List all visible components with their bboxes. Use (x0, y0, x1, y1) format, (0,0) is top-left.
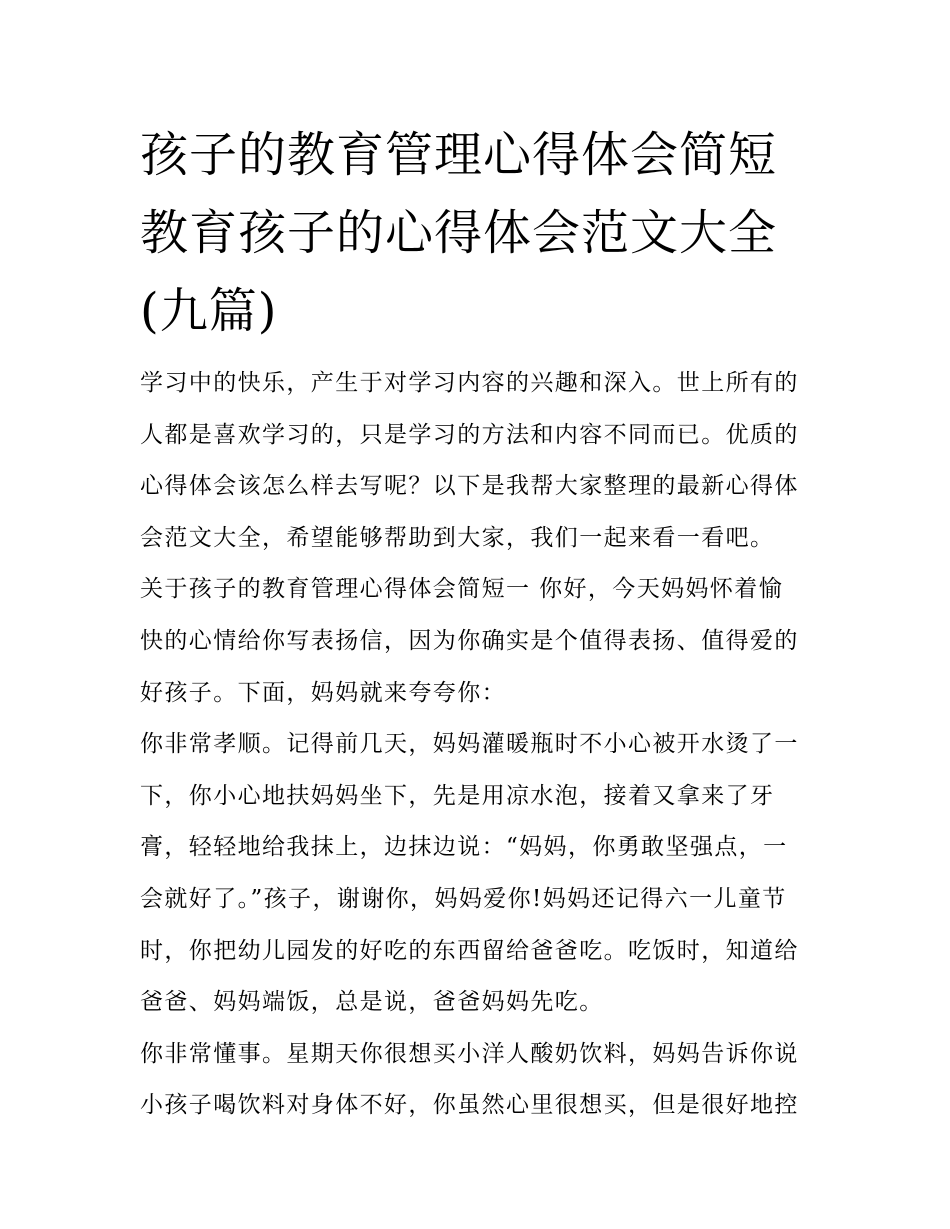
body-line-4: 会范文大全，希望能够帮助到大家，我们一起来看一看吧。 (140, 524, 775, 551)
title-line-1: 孩子的教育管理心得体会简短 (140, 127, 778, 183)
body-line-3: 心得体会该怎么样去写呢？以下是我帮大家整理的最新心得体 (140, 473, 799, 500)
body-line-1: 学习中的快乐，产生于对学习内容的兴趣和深入。世上所有的 (140, 370, 799, 396)
title-line-3: (九篇) (140, 283, 278, 339)
body-line-11: 会就好了。”孩子，谢谢你，妈妈爱你!妈妈还记得六一儿童节 (140, 885, 787, 912)
body-line-7: 好孩子。下面，妈妈就来夸夸你： (140, 679, 506, 706)
title-line-2: 教育孩子的心得体会范文大全 (140, 205, 778, 261)
body-line-6: 快的心情给你写表扬信，因为你确实是个值得表扬、值得爱的 (140, 627, 799, 654)
body-line-5: 关于孩子的教育管理心得体会简短一 你好，今天妈妈怀着愉 (140, 576, 784, 603)
body-line-13: 爸爸、妈妈端饭，总是说，爸爸妈妈先吃。 (140, 989, 604, 1016)
body-line-9: 下，你小心地扶妈妈坐下，先是用凉水泡，接着又拿来了牙 (140, 782, 775, 809)
body-line-14: 你非常懂事。星期天你很想买小洋人酸奶饮料，妈妈告诉你说 (140, 1040, 799, 1067)
body-line-12: 时，你把幼儿园发的好吃的东西留给爸爸吃。吃饭时，知道给 (140, 937, 799, 964)
document-body (140, 358, 820, 1132)
body-line-15: 小孩子喝饮料对身体不好，你虽然心里很想买，但是很好地控 (140, 1092, 799, 1119)
document-title (140, 116, 820, 350)
body-line-8: 你非常孝顺。记得前几天，妈妈灌暖瓶时不小心被开水烫了一 (140, 731, 799, 758)
body-line-2: 人都是喜欢学习的，只是学习的方法和内容不同而已。优质的 (140, 421, 799, 448)
body-line-10: 膏，轻轻地给我抹上，边抹边说：“妈妈，你勇敢坚强点，一 (140, 834, 788, 861)
